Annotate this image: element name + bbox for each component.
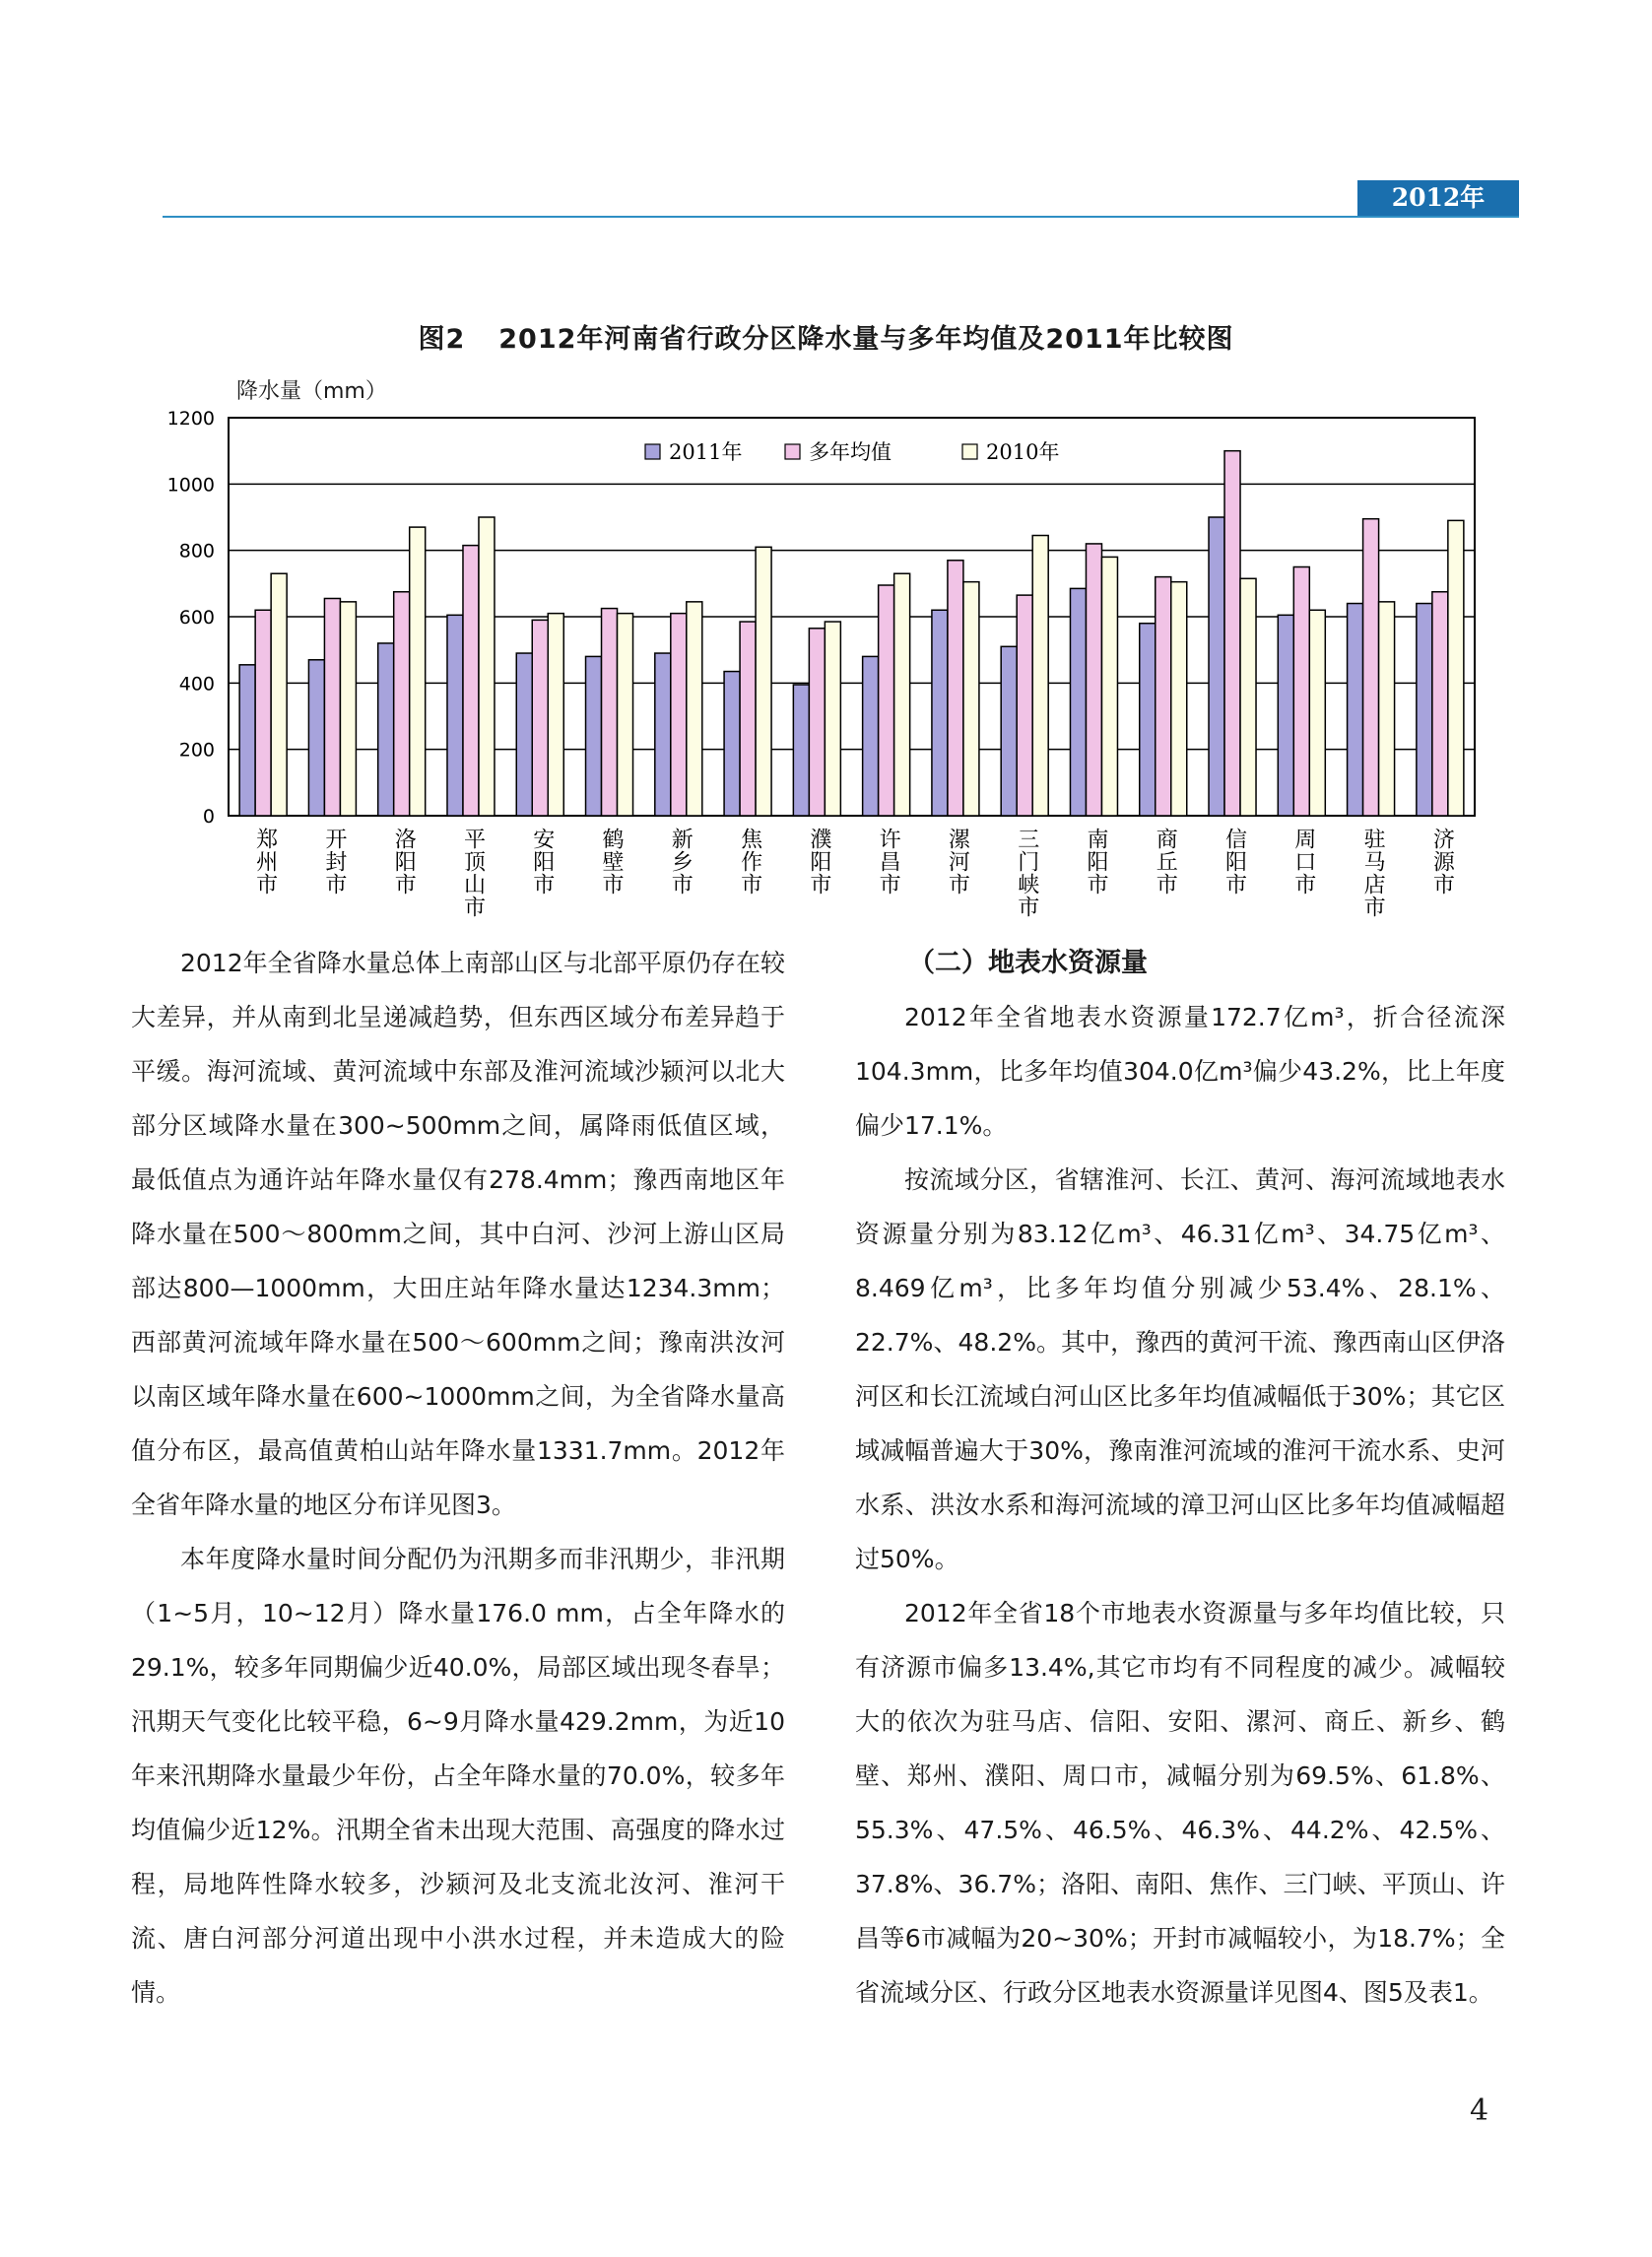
bar-average [1086,544,1101,816]
x-category-label: 周口市 [1290,828,1316,896]
bar-2010 [756,547,771,816]
legend-label: 2011年 [669,440,743,464]
x-category-label: 濮阳市 [806,828,831,896]
bar-average [532,620,548,816]
year-badge: 2012年 [1357,180,1519,216]
legend-swatch [645,444,660,459]
bar-average [324,598,340,816]
y-axis-label: 降水量（mm） [236,379,387,404]
bar-average [671,614,687,816]
right-paragraph-1: 2012年全省地表水资源量172.7亿m³，折合径流深104.3mm，比多年均值304.0亿m³偏少43.2%，比上年度偏少17.1%。 [855,1003,1505,1140]
left-column [131,936,785,2020]
bar-2010 [687,602,702,816]
section-heading: （二）地表水资源量 [908,948,1148,978]
figure-title-text: 2012年河南省行政分区降水量与多年均值及2011年比较图 [498,324,1234,355]
x-category-label: 安阳市 [529,828,555,896]
bar-2010 [548,614,563,816]
bar-2011 [1417,604,1432,816]
y-tick-label: 1200 [166,408,215,430]
bar-2010 [1309,610,1325,816]
x-category-label: 漯河市 [945,828,970,896]
x-category-label: 洛阳市 [391,828,417,896]
x-category-label: 南阳市 [1083,828,1108,896]
bar-average [809,629,825,816]
bar-2011 [1070,588,1086,816]
bar-2011 [586,656,602,816]
bar-2010 [479,517,495,816]
bar-2011 [308,660,324,816]
bar-average [740,622,756,816]
x-category-label: 商丘市 [1153,828,1178,896]
bar-2011 [1209,517,1224,816]
bar-2011 [447,615,463,816]
right-column [855,936,1505,2020]
x-category-label: 驻马店市 [1360,828,1386,918]
bar-2010 [1379,602,1395,816]
bar-2010 [1240,578,1256,816]
right-paragraph-2: 按流域分区，省辖淮河、长江、黄河、海河流域地表水资源量分别为83.12亿m³、46.31亿m³、34.75亿m³、8.469亿m³，比多年均值分别减少53.4%、28.1%、22.7%、48.2%。其中，豫西的黄河干流、豫西南山区伊洛河区和长江流域白河山区比多年均值减幅低于30%；其它区域减幅普遍大于30%，豫南淮河流域的淮河干流水系、史河水系、洪汝水系和海河流域的漳卫河山区比多年均值减幅超过50%。 [855,1165,1505,1573]
x-category-label: 新乡市 [668,828,694,896]
bar-2011 [516,653,532,816]
x-category-label: 许昌市 [876,828,901,896]
bar-2011 [724,672,740,816]
legend-label: 多年均值 [809,440,892,464]
right-paragraph-3: 2012年全省18个市地表水资源量与多年均值比较，只有济源市偏多13.4%,其它市均有不同程度的减少。减幅较大的依次为驻马店、信阳、安阳、漯河、商丘、新乡、鹤壁、郑州、濮阳、周口市，减幅分别为69.5%、61.8%、55.3%、47.5%、46.5%、46.3%、44.2%、42.5%、37.8%、36.7%；洛阳、南阳、焦作、三门峡、平顶山、许昌等6市减幅为20~30%；开封市减幅较小，为18.7%；全省流域分区、行政分区地表水资源量详见图4、图5及表1。 [855,1599,1505,2007]
bar-average [1432,592,1448,816]
left-paragraph-2: 本年度降水量时间分配仍为汛期多而非汛期少，非汛期（1~5月，10~12月）降水量176.0 mm，占全年降水的29.1%，较多年同期偏少近40.0%，局部区域出现冬春旱；汛期天气变化比较平稳，6~9月降水量429.2mm，为近10年来汛期降水量最少年份，占全年降水量的70.0%，较多年均值偏少近12%。汛期全省未出现大范围、高强度的降水过程，局地阵性降水较多，沙颍河及北支流北汝河、淮河干流、唐白河部分河道出现中小洪水过程，并未造成大的险情。 [131,1545,785,2007]
bar-average [1224,451,1240,816]
bar-2011 [1278,615,1293,816]
bar-2011 [1348,604,1363,816]
bar-average [394,592,410,816]
y-tick-label: 0 [202,806,215,828]
bar-2010 [410,527,426,816]
bar-2010 [894,573,910,816]
x-category-label: 三门峡市 [1014,828,1039,918]
bar-2011 [932,610,948,816]
bar-2011 [1001,646,1017,816]
x-category-label: 济源市 [1429,828,1455,896]
y-tick-label: 400 [178,673,215,696]
bar-2010 [618,614,633,816]
precipitation-bar-chart [0,0,1652,946]
bar-average [463,546,479,816]
bar-2011 [239,665,255,816]
bar-2011 [655,653,671,816]
left-paragraph-1: 2012年全省降水量总体上南部山区与北部平原仍存在较大差异，并从南到北呈递减趋势，但东西区域分布差异趋于平缓。海河流域、黄河流域中东部及淮河流域沙颍河以北大部分区域降水量在300~500mm之间，属降雨低值区域，最低值点为通许站年降水量仅有278.4mm；豫西南地区年降水量在500～800mm之间，其中白河、沙河上游山区局部达800—1000mm，大田庄站年降水量达1234.3mm；西部黄河流域年降水量在500～600mm之间；豫南洪汝河以南区域年降水量在600~1000mm之间，为全省降水量高值分布区，最高值黄柏山站年降水量1331.7mm。2012年全省年降水量的地区分布详见图3。 [131,949,785,1519]
y-tick-label: 800 [178,540,215,563]
x-category-label: 鹤壁市 [599,828,625,896]
bar-2010 [1171,582,1187,816]
bar-2011 [793,685,809,816]
figure-number: 图2 [418,324,466,355]
bar-average [602,609,618,816]
x-category-label: 郑州市 [252,828,278,896]
x-category-label: 信阳市 [1222,828,1247,896]
bar-average [1156,577,1171,816]
y-tick-label: 1000 [166,474,215,497]
bar-2010 [340,602,356,816]
bar-2011 [1140,624,1156,816]
y-tick-label: 600 [178,607,215,629]
bar-2010 [963,582,979,816]
bar-2011 [863,656,879,816]
bar-2010 [825,622,840,816]
legend-swatch [785,444,800,459]
page-number: 4 [1470,2093,1489,2128]
bar-2010 [1448,520,1464,816]
bar-average [948,561,963,816]
bar-average [255,610,271,816]
x-category-label: 焦作市 [737,828,762,896]
bar-average [879,585,894,816]
bar-2010 [1101,557,1117,816]
bar-average [1363,519,1379,816]
x-category-label: 开封市 [321,828,347,896]
bar-average [1293,567,1309,817]
bar-2010 [271,573,287,816]
legend-swatch [962,444,977,459]
bar-2010 [1032,536,1048,816]
x-category-label: 平顶山市 [460,828,486,918]
bar-average [1017,595,1032,816]
legend-label: 2010年 [986,440,1060,464]
bar-2011 [378,643,394,816]
y-tick-label: 200 [178,739,215,762]
